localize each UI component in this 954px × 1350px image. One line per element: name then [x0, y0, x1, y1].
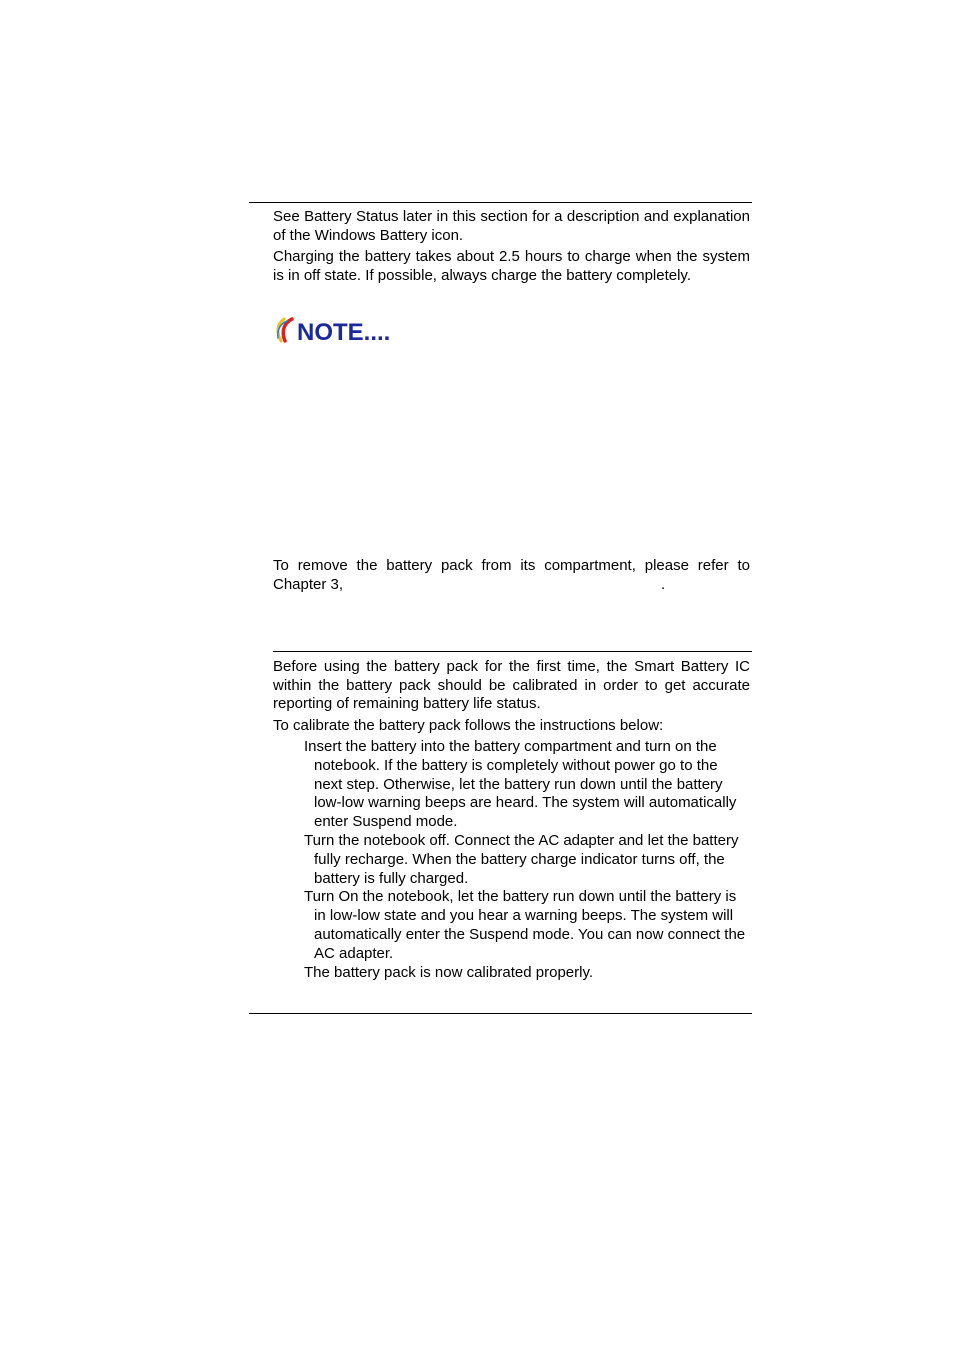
- charging-time-paragraph: Charging the battery takes about 2.5 hours to charge when the system is in off state. If possible, always charge the battery completely.: [273, 248, 750, 284]
- calibration-steps-list: [304, 738, 750, 982]
- list-item: Turn On the notebook, let the battery run down until the battery is in low-low state and you hear a warning beeps. The system will automatically enter the Suspend mode. You can now connect the AC adapter.: [304, 888, 746, 962]
- note-icon: [275, 316, 409, 344]
- top-rule: [249, 202, 752, 203]
- calibration-intro-paragraph: Before using the battery pack for the first time, the Smart Battery IC within the battery pack should be calibrated in order to get accurate reporting of remaining battery life status.: [273, 658, 750, 712]
- list-item: Insert the battery into the battery compartment and turn on the notebook. If the battery is completely without power go to the next step. Otherwise, let the battery run down until the battery low-low warning beeps are heard. The system will automatically enter Suspend mode.: [304, 738, 737, 831]
- remove-battery-paragraph: [273, 557, 750, 594]
- bottom-rule: [249, 1013, 752, 1014]
- list-item: Turn the notebook off. Connect the AC adapter and let the battery fully recharge. When the battery charge indicator turns off, the battery is fully charged.: [304, 831, 739, 887]
- note-logo: [275, 316, 409, 344]
- note-logo-text: NOTE....: [297, 319, 391, 344]
- section-rule: [273, 651, 752, 652]
- calibration-instructions-lead: To calibrate the battery pack follows the instructions below:: [273, 717, 664, 734]
- list-item: The battery pack is now calibrated properly.: [304, 963, 594, 981]
- remove-battery-period: .: [661, 575, 666, 593]
- battery-status-paragraph: See Battery Status later in this section for a description and explanation of the Windows Battery icon.: [273, 208, 750, 244]
- remove-battery-text: To remove the battery pack from its compartment, please refer to Chapter 3,: [273, 557, 750, 593]
